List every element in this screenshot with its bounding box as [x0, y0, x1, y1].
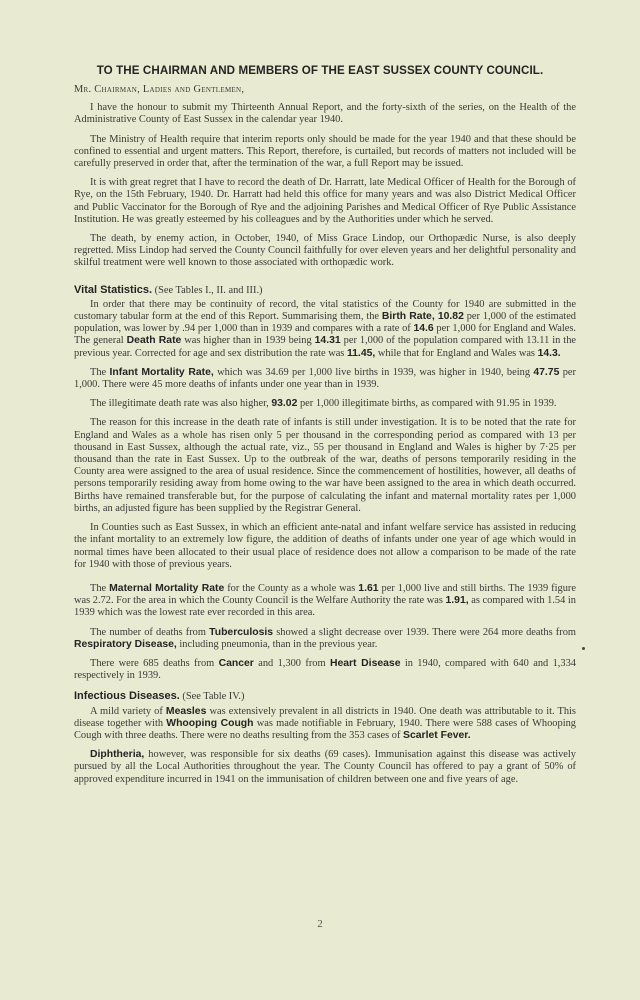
maternal-mortality-value: 1.61 [358, 582, 379, 594]
vital-paragraph [74, 658, 576, 682]
text-run: including pneumonia, than in the previous year. [176, 638, 378, 650]
text-run: as compared with 1.54 in 1939 which was the lowest rate ever recorded in this area. [74, 595, 576, 619]
whooping-cough-label: Whooping Cough [166, 717, 254, 729]
vital-paragraph: In Counties such as East Sussex, in which an efficient ante-natal and infant welfare service has assisted in reducing the infant mortality to an extremely low figure, the addition of deaths of infants under one year of age which would in normal times have been allocated to their usual place of residence does not allow a comparison to be made of the rate for 1940 with those of previous years. [74, 522, 576, 570]
section-heading-text: Infectious Diseases. [74, 690, 180, 703]
heart-disease-label: Heart Disease [329, 657, 401, 669]
corrected-death-rate-value: 11.45, [346, 347, 376, 359]
text-run: A mild variety of [90, 705, 166, 717]
text-run: however, was responsible for six deaths (69 cases). Immunisation against this disease was actively pursued by all the Local Authorities throughout the year. The County Council has offered to pay a grant of 50% of approved expenditure incurred in 1941 on the immunisation of children between one and five years of age. [74, 749, 576, 785]
maternal-mortality-label: Maternal Mortality Rate [109, 582, 225, 594]
report-body [74, 84, 576, 793]
vital-paragraph [74, 367, 576, 391]
section-heading-text: Vital Statistics. [74, 283, 153, 296]
margin-mark [582, 647, 585, 650]
text-run: per 1,000 illegitimate births, as compared with 91.95 in 1939. [297, 398, 557, 410]
section-table-ref: (See Tables I., II. and III.) [154, 284, 263, 296]
intro-paragraph: I have the honour to submit my Thirteenth Annual Report, and the forty-sixth of the series, on the Health of the Administrative County of East Sussex in the calendar year 1940. [74, 102, 576, 126]
text-run: The [90, 582, 110, 594]
respiratory-disease-label: Respiratory Disease, [74, 638, 177, 650]
measles-label: Measles [165, 705, 207, 717]
cancer-label: Cancer [218, 657, 254, 669]
illegitimate-death-rate-value: 93.02 [271, 398, 298, 410]
text-run: per 1,000 of the population compared with 13.11 in the previous year. Corrected for age and sex distribution the rate was [74, 335, 576, 359]
salutation: Mr. Chairman, Ladies and Gentlemen, [74, 84, 245, 95]
infectious-paragraph [74, 749, 576, 786]
infant-mortality-label: Infant Mortality Rate, [109, 366, 214, 378]
text-run: per 1,000. There were 45 more deaths of infants under one year than in 1939. [74, 366, 576, 391]
intro-paragraph: The death, by enemy action, in October, 1940, of Miss Grace Lindop, our Orthopædic Nurse, is also deeply regretted. Miss Lindop had served the County Council faithfully for over eleven years and her delightful personality and skilful treatment were well known to those associated with orthopædic work. [74, 233, 576, 269]
text-run: was extensively prevalent in all districts in 1940. One death was attributable to it. This disease together with [74, 705, 576, 729]
vital-paragraph [74, 627, 576, 651]
ew-death-rate-value: 14.3. [537, 347, 561, 359]
text-run: In order that there may be continuity of record, the vital statistics of the County for 1940 are submitted in the customary tabular form at the end of this Report. Summarising them, the [74, 298, 576, 323]
text-run: per 1,000 of the estimated population, was lower by .94 per 1,000 than in 1939 and compares with a rate of [74, 311, 576, 335]
section-heading-vital-statistics [74, 284, 576, 297]
text-run: per 1,000 live and still births. The 1939 figure was 2.72. For the area in which the County Council is the Welfare Authority the rate was [74, 582, 576, 607]
text-run: The [90, 366, 110, 378]
text-run: showed a slight decrease over 1939. There were 264 more deaths from [273, 626, 577, 638]
page-title: TO THE CHAIRMAN AND MEMBERS OF THE EAST SUSSEX COUNTY COUNCIL. [96, 64, 544, 77]
scarlet-fever-label: Scarlet Fever. [403, 729, 471, 741]
ew-birth-rate-value: 14.6 [413, 323, 434, 335]
text-run: There were 685 deaths from [90, 657, 219, 669]
section-table-ref: (See Table IV.) [182, 691, 245, 703]
intro-paragraph: The Ministry of Health require that interim reports only should be made for the year 1940 and that these should be confined to essential and urgent matters. This Report, therefore, is curtailed, but records of matters not included will be carefully preserved in order that, after the termination of the war, a full Report may be issued. [74, 133, 576, 170]
death-rate-value: 14.31 [314, 335, 341, 347]
vital-paragraph [74, 398, 576, 410]
text-run: for the County as a whole was [224, 582, 359, 594]
section-heading-infectious-diseases [74, 690, 576, 703]
page-number: 2 [317, 918, 323, 930]
diphtheria-label: Diphtheria, [90, 749, 145, 761]
vital-paragraph [74, 299, 576, 360]
text-run: and 1,300 from [253, 657, 330, 669]
text-run: per 1,000 for England and Wales. The general [74, 323, 576, 347]
vital-paragraph [74, 583, 576, 620]
text-run: which was 34.69 per 1,000 live births in 1939, was higher in 1940, being [213, 366, 534, 378]
text-run: The illegitimate death rate was also higher, [90, 398, 272, 410]
text-run: The number of deaths from [90, 626, 210, 638]
intro-paragraph: It is with great regret that I have to record the death of Dr. Harratt, late Medical Officer of Health for the Borough of Rye, on the 15th February, 1940. Dr. Harratt had held this office for many years and was also District Medical Officer and Public Vaccinator for the Borough of Rye and the adjoining Parishes and Medical Officer of Rye Public Assistance Institution. He was greatly esteemed by his colleagues and by the Authorities under which he served. [74, 177, 576, 225]
infant-mortality-value: 47.75 [533, 366, 560, 378]
text-run: was higher than in 1939 being [181, 335, 315, 347]
text-run: was made notifiable in February, 1940. There were 588 cases of Whooping Cough with three deaths. There were no deaths resulting from the 353 cases of [74, 717, 576, 741]
text-run: while that for England and Wales was [375, 347, 538, 359]
vital-paragraph: The reason for this increase in the death rate of infants is still under investigation. It is to be noted that the rate for England and Wales as a whole has risen only 5 per thousand in the corresponding period as compared with 13 per thousand in East Sussex, although the actual rate, viz., 55 per thousand in England and Wales is higher by 7·25 per thousand than the rate in East Sussex. Up to the outbreak of the war, deaths of persons temporarily residing in the County area were assigned to the area of usual residence. Since the commencement of hostilities, however, all deaths of persons temporarily residing away from home owing to the war have been assigned to the area in which death occurred. Births have remained transferable but, for the purpose of calculating the infant and maternal mortality rates per 1,000 births, an adjusted figure has been supplied by the Registrar General. [74, 417, 576, 514]
text-run: in 1940, compared with 640 and 1,334 respectively in 1939. [74, 657, 576, 682]
tuberculosis-label: Tuberculosis [209, 626, 274, 638]
infectious-paragraph [74, 706, 576, 743]
death-rate-label: Death Rate [126, 335, 182, 347]
birth-rate-value: Birth Rate, 10.82 [381, 311, 464, 323]
welfare-maternal-mortality-value: 1.91, [445, 595, 469, 607]
